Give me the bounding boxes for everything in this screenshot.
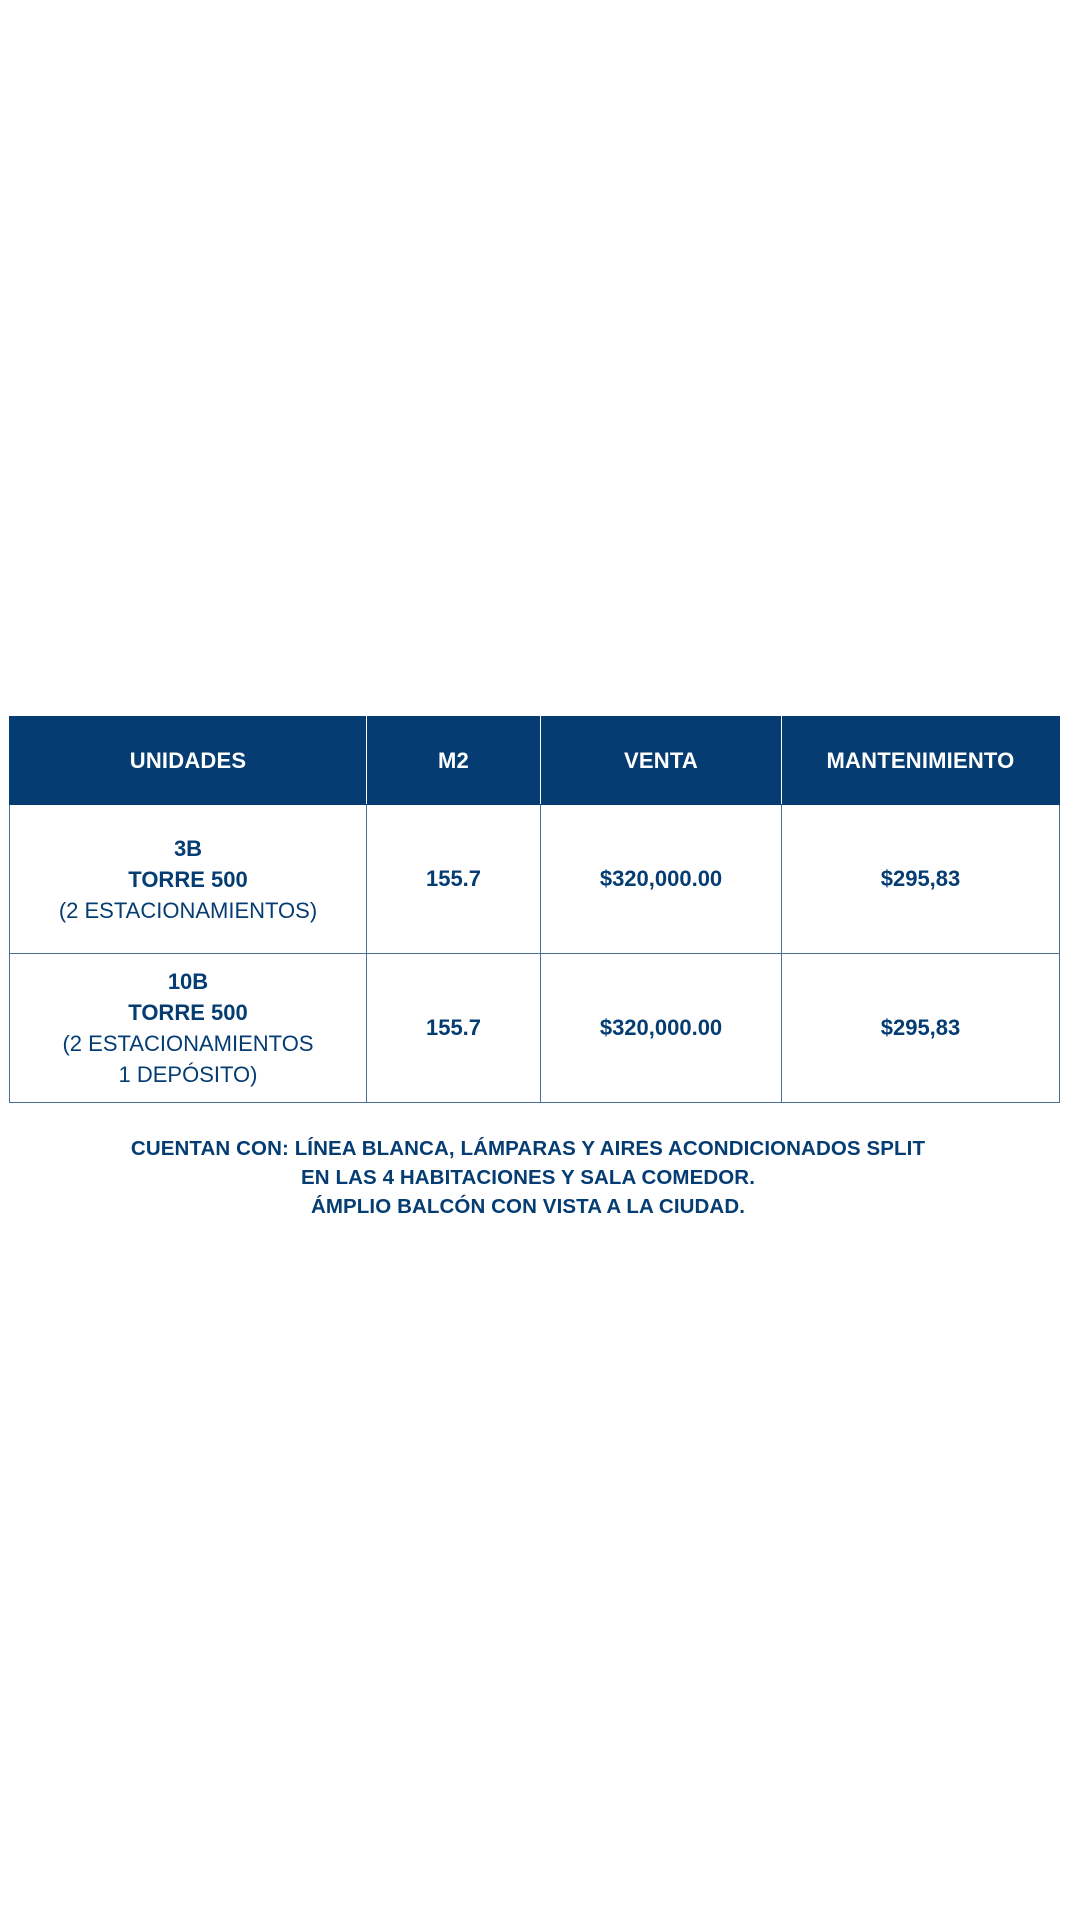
unit-note: (2 ESTACIONAMIENTOS) [58,897,318,923]
header-unidades: UNIDADES [10,717,367,805]
amenities-line: EN LAS 4 HABITACIONES Y SALA COMEDOR. [301,1166,755,1189]
m2-value: 155.7 [367,805,541,954]
venta-value: $320,000.00 [541,805,782,954]
amenities-note [0,1134,1056,1221]
header-mantenimiento: MANTENIMIENTO [782,717,1060,805]
mantenimiento-value: $295,83 [782,805,1060,954]
unit-note: (2 ESTACIONAMIENTOS [62,1031,314,1056]
table-row [10,954,1060,1103]
table-row [10,805,1060,954]
unit-code: 10B [167,969,209,994]
m2-value: 155.7 [367,954,541,1103]
unit-note: 1 DEPÓSITO) [118,1062,258,1087]
unit-tower: TORRE 500 [128,866,248,892]
unit-tower: TORRE 500 [128,1000,248,1025]
units-table-container [9,716,1059,1103]
table-header-row [10,717,1060,805]
venta-value: $320,000.00 [541,954,782,1103]
units-table [9,716,1060,1103]
unit-cell [10,805,367,954]
amenities-line: CUENTAN CON: LÍNEA BLANCA, LÁMPARAS Y AIRES ACONDICIONADOS SPLIT [130,1137,926,1160]
unit-cell [10,954,367,1103]
mantenimiento-value: $295,83 [782,954,1060,1103]
header-m2: M2 [367,717,541,805]
amenities-line: ÁMPLIO BALCÓN CON VISTA A LA CIUDAD. [310,1195,746,1218]
unit-code: 3B [173,835,203,861]
header-venta: VENTA [541,717,782,805]
